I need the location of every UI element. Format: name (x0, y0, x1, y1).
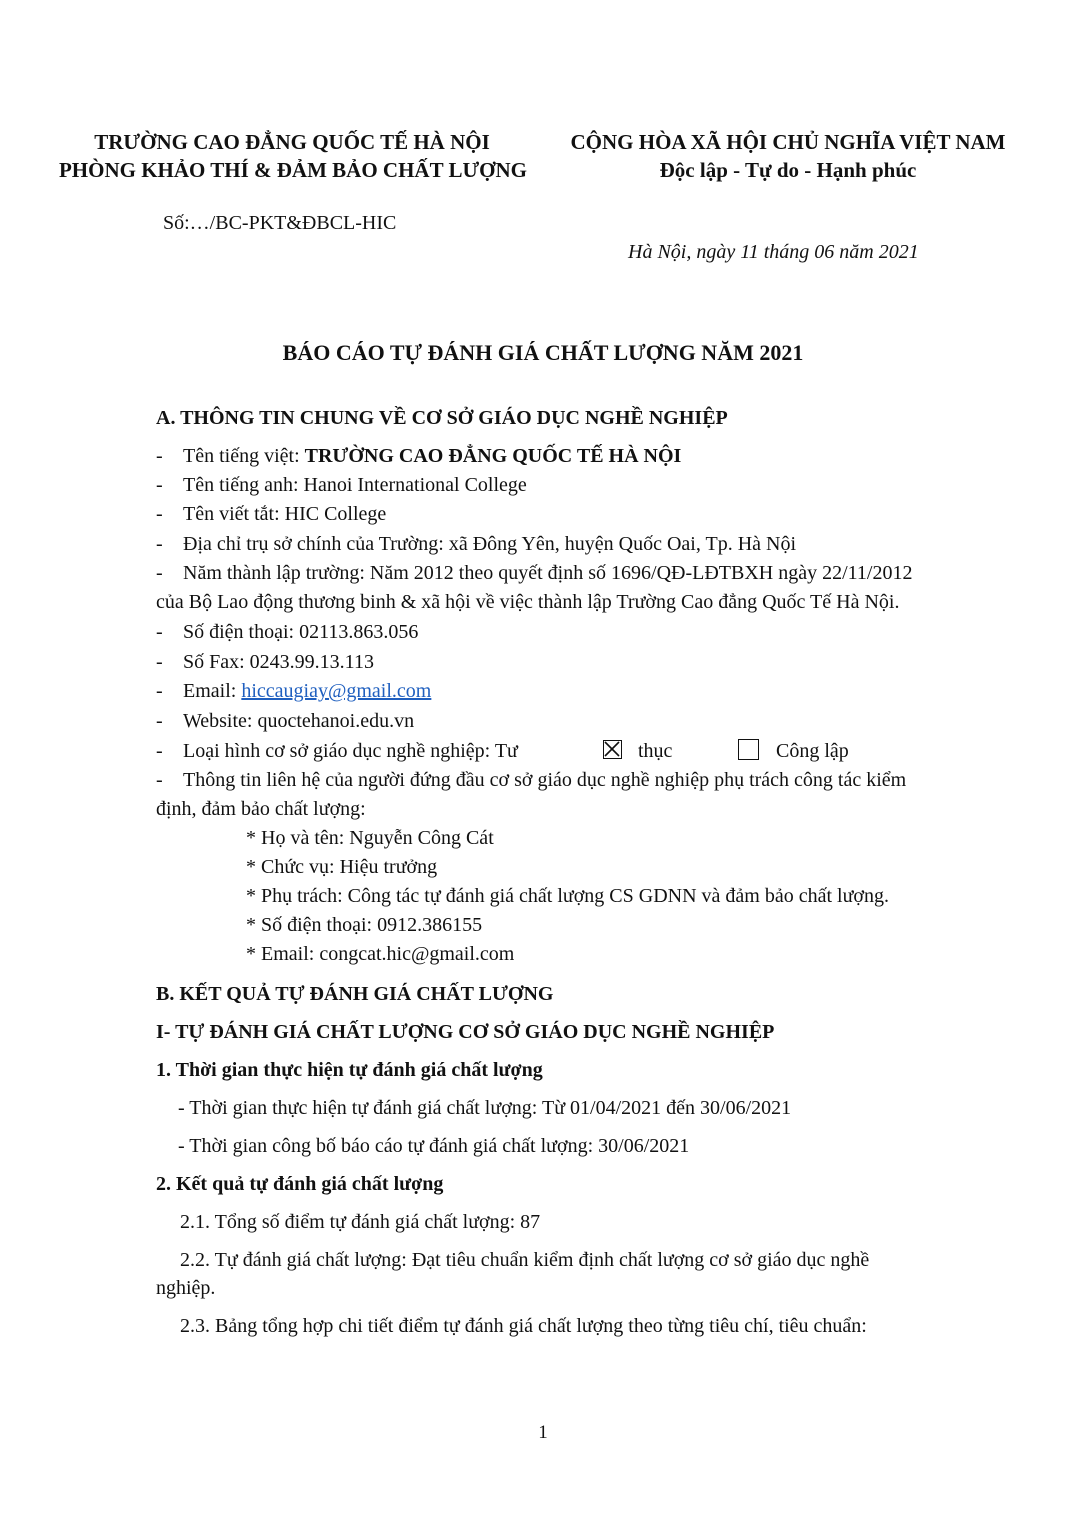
bullet-dash: - (156, 474, 163, 496)
page-number: 1 (538, 1422, 548, 1443)
public-option-label: Công lập (776, 740, 849, 762)
national-title: CỘNG HÒA XÃ HỘI CHỦ NGHĨA VIỆT NAM (570, 130, 1006, 154)
founded-line (156, 562, 912, 585)
subsection-i-heading: I- TỰ ĐÁNH GIÁ CHẤT LƯỢNG CƠ SỞ GIÁO DỤC NGHỀ NGHIỆP (156, 1021, 775, 1043)
contact-line (156, 769, 906, 792)
checked-x-icon (604, 741, 620, 757)
bullet-dash: - (156, 621, 163, 643)
bullet-dash: - (156, 562, 163, 584)
total-score: 2.1. Tổng số điểm tự đánh giá chất lượng: 87 (180, 1211, 541, 1233)
public-checkbox[interactable] (738, 739, 759, 760)
address-text: Địa chỉ trụ sở chính của Trường: xã Đông Yên, huyện Quốc Oai, Tp. Hà Nội (183, 533, 797, 555)
section-b-heading: B. KẾT QUẢ TỰ ĐÁNH GIÁ CHẤT LƯỢNG (156, 983, 554, 1005)
contact-phone: * Số điện thoại: 0912.386155 (246, 914, 483, 936)
bullet-dash: - (156, 651, 163, 673)
email-label: Email: (183, 680, 242, 702)
national-motto: Độc lập - Tự do - Hạnh phúc (659, 158, 917, 182)
contact-responsibility: * Phụ trách: Công tác tự đánh giá chất lượng CS GDNN và đảm bảo chất lượng. (246, 885, 889, 907)
section-a-heading: A. THÔNG TIN CHUNG VỀ CƠ SỞ GIÁO DỤC NGHỀ NGHIỆP (156, 407, 728, 429)
fax-line (156, 651, 374, 674)
contact-email: * Email: congcat.hic@gmail.com (246, 943, 515, 965)
report-publish-date: - Thời gian công bố báo cáo tự đánh giá chất lượng: 30/06/2021 (178, 1135, 690, 1157)
phone-text: Số điện thoại: 02113.863.056 (183, 621, 419, 643)
founded-text: Năm thành lập trường: Năm 2012 theo quyết định số 1696/QĐ-LĐTBXH ngày 22/11/2012 (183, 562, 913, 584)
summary-table-caption: 2.3. Bảng tổng hợp chi tiết điểm tự đánh giá chất lượng theo từng tiêu chí, tiêu chuẩn: (180, 1315, 867, 1337)
bullet-dash: - (156, 769, 163, 791)
vn-name-label: Tên tiếng việt: (183, 445, 305, 467)
abbr-line (156, 503, 386, 526)
contact-continuation: định, đảm bảo chất lượng: (156, 798, 366, 820)
bullet-dash: - (156, 503, 163, 525)
fax-text: Số Fax: 0243.99.13.113 (183, 651, 374, 673)
en-name-line (156, 474, 527, 497)
address-line (156, 533, 796, 556)
type-line (156, 740, 518, 763)
en-name-text: Tên tiếng anh: Hanoi International College (183, 474, 527, 496)
type-label: Loại hình cơ sở giáo dục nghề nghiệp: Tư (183, 740, 518, 762)
website-text: Website: quoctehanoi.edu.vn (183, 710, 415, 732)
contact-text: Thông tin liên hệ của người đứng đầu cơ sở giáo dục nghề nghiệp phụ trách công tác kiểm (183, 769, 907, 791)
vn-name-line (156, 445, 681, 468)
private-option-label: thục (638, 740, 673, 762)
vn-name-value: TRƯỜNG CAO ĐẲNG QUỐC TẾ HÀ NỘI (304, 445, 682, 467)
website-line (156, 710, 414, 733)
self-assessment-period: - Thời gian thực hiện tự đánh giá chất lượng: Từ 01/04/2021 đến 30/06/2021 (178, 1097, 792, 1119)
phone-line (156, 621, 418, 644)
abbr-text: Tên viết tắt: HIC College (183, 503, 387, 525)
bullet-dash: - (156, 533, 163, 555)
report-title: BÁO CÁO TỰ ĐÁNH GIÁ CHẤT LƯỢNG NĂM 2021 (282, 340, 804, 365)
bullet-dash: - (156, 680, 163, 702)
bullet-dash: - (156, 445, 163, 467)
school-name: TRƯỜNG CAO ĐẲNG QUỐC TẾ HÀ NỘI (94, 130, 490, 154)
email-link[interactable]: hiccaugiay@gmail.com (241, 680, 432, 702)
department-name: PHÒNG KHẢO THÍ & ĐẢM BẢO CHẤT LƯỢNG (58, 158, 528, 182)
assessment-result-continuation: nghiệp. (156, 1277, 216, 1299)
document-number: Số:…/BC-PKT&ĐBCL-HIC (163, 212, 397, 234)
email-line (156, 680, 431, 703)
bullet-dash: - (156, 740, 163, 762)
founded-continuation: của Bộ Lao động thương binh & xã hội về việc thành lập Trường Cao đẳng Quốc Tế Hà Nội. (156, 591, 900, 613)
private-checkbox[interactable] (603, 740, 622, 759)
subsection-1-heading: 1. Thời gian thực hiện tự đánh giá chất lượng (156, 1059, 543, 1081)
document-date: Hà Nội, ngày 11 tháng 06 năm 2021 (628, 241, 919, 263)
contact-position: * Chức vụ: Hiệu trưởng (246, 856, 438, 878)
bullet-dash: - (156, 710, 163, 732)
contact-name: * Họ và tên: Nguyễn Công Cát (246, 827, 494, 849)
assessment-result: 2.2. Tự đánh giá chất lượng: Đạt tiêu chuẩn kiểm định chất lượng cơ sở giáo dục nghề (180, 1249, 870, 1271)
subsection-2-heading: 2. Kết quả tự đánh giá chất lượng (156, 1173, 444, 1195)
